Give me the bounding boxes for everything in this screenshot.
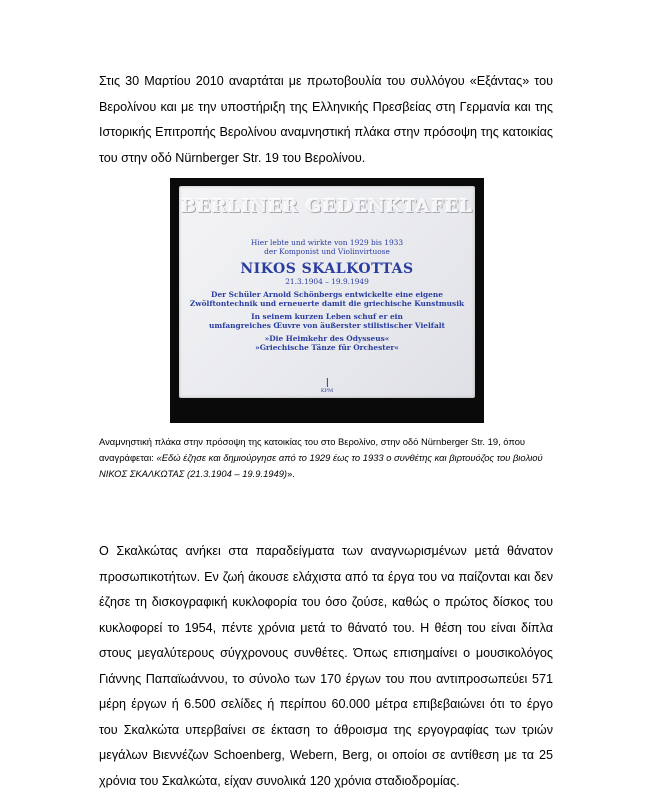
plaque-photo: [170, 178, 484, 423]
plaque-line-5: In seinem kurzen Leben schuf er ein: [251, 312, 403, 321]
plaque-line-1: Hier lebte und wirkte von 1929 bis 1933: [250, 238, 404, 247]
intro-paragraph: Στις 30 Μαρτίου 2010 αναρτάται με πρωτοβουλία του συλλόγου «Εξάντας» του Βερολίνου και με την υποστήριξη της Ελληνικής Πρεσβείας στη Γερμανία και της Ιστορικής Επιτροπής Βερολίνου αναμνηστική πλάκα στην πρόσοψη της κατοικίας του στην οδό Nürnberger Str. 19 του Βερολίνου.: [99, 74, 553, 165]
plaque-line-6: umfangreiches Œuvre von äußerster stilistischer Vielfalt: [209, 321, 445, 330]
memorial-plaque: [179, 186, 475, 398]
kpm-logo-text: KPM: [320, 388, 334, 394]
plaque-name: NIKOS SKALKOTTAS: [240, 261, 414, 277]
plaque-line-7: »Die Heimkehr des Odysseus«: [264, 334, 390, 343]
photo-caption: [99, 434, 554, 482]
plaque-line-2: der Komponist und Violinvirtuose: [264, 247, 390, 256]
plaque-line-3: Der Schüler Arnold Schönbergs entwickelte eine eigene: [211, 290, 443, 299]
kpm-logo: [321, 378, 333, 394]
plaque-heading: BERLINER GEDENKTAFEL: [180, 196, 474, 217]
plaque-line-8: »Griechische Tänze für Orchester«: [255, 343, 399, 352]
plaque-dates: 21.3.1904 – 19.9.1949: [285, 277, 369, 286]
caption-end: ».: [287, 468, 295, 479]
body-paragraph: Ο Σκαλκώτας ανήκει στα παραδείγματα των αναγνωρισμένων μετά θάνατον προσωπικοτήτων. Εν ζωή άκουσε ελάχιστα από τα έργα του να παίζονται και δεν έζησε τη δισκογραφική κυκλοφορία του όσο ζούσε, καθώς ο πρώτος δίσκος του κυκλοφορεί το 1954, πέντε χρόνια μετά το θάνατό του. Η θέση του είναι δίπλα στους μεγαλύτερους σύγχρονους συνθέτες. Όπως επισημαίνει ο μουσικολόγος Γιάννης Παπαϊωάννου, το σύνολο των 170 έργων του που αντιπροσωπεύει 571 μέρη έργων ή 6.500 σελίδες ή περίπου 60.000 μέτρα επιβεβαιώνει ότι το έργο του Σκαλκώτα υπερβαίνει σε έκταση το άθροισμα της εργογραφίας των τριών μεγάλων Βιεννέζων Schoenberg, Webern, Berg, οι οποίοι σε αντίθεση με τα 25 χρόνια του Σκαλκώτα, είχαν συνολικά 120 χρόνια σταδιοδρομίας.: [99, 544, 553, 788]
plaque-line-4: Zwölftontechnik und erneuerte damit die griechische Kunstmusik: [189, 299, 465, 308]
caption-text: Αναμνηστική πλάκα στην πρόσοψη της κατοικίας του στο Βερολίνο, στην οδό Nürnberger Str. 19, όπου αναγράφεται:: [99, 436, 526, 463]
caption-quote: «Εδώ έζησε και δημιούργησε από το 1929 έως το 1933 ο συνθέτης και βιρτουόζος του βιολιού ΝΙΚΟΣ ΣΚΑΛΚΩΤΑΣ (21.3.1904 – 19.9.1949): [99, 452, 543, 479]
